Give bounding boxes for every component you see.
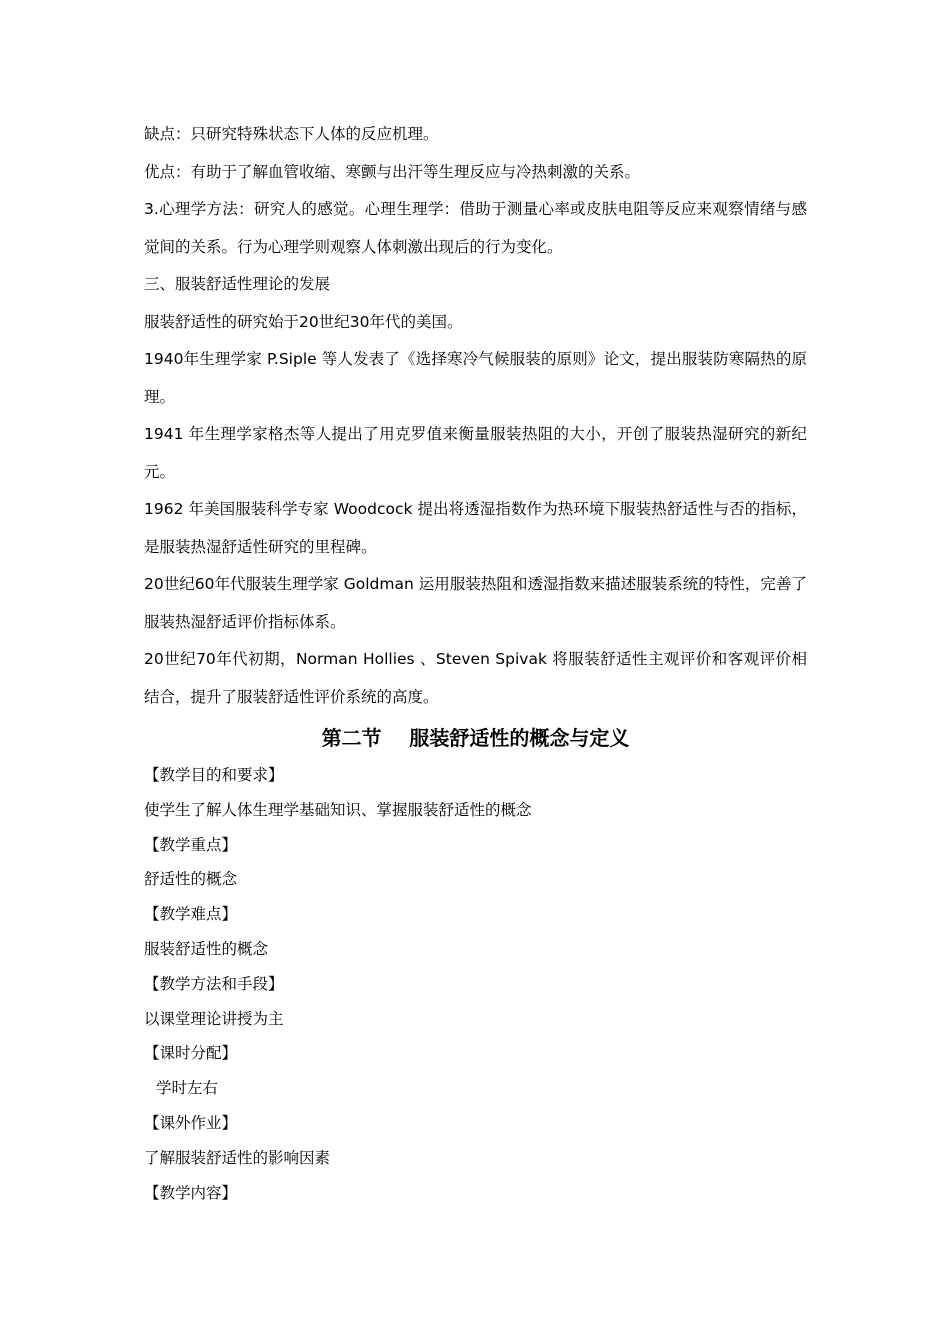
label-teaching-methods: 【教学方法和手段】 <box>144 974 284 993</box>
section-title: 第二节 服装舒适性的概念与定义 <box>321 726 630 750</box>
paragraph-origin: 服装舒适性的研究始于20世纪30年代的美国。 <box>144 312 463 331</box>
text-class-hours: 学时左右 <box>156 1079 219 1098</box>
paragraph-1940: 1940年生理学家 P.Siple 等人发表了《选择寒冷气候服装的原则》论文，提出服装防寒隔热的原理。 <box>144 350 807 406</box>
paragraph-psychology-method: 3.心理学方法：研究人的感觉。心理生理学：借助于测量心率或皮肤电阻等反应来观察情绪与感觉间的关系。行为心理学则观察人体刺激出现后的行为变化。 <box>144 200 807 256</box>
paragraph-disadvantage: 缺点：只研究特殊状态下人体的反应机理。 <box>144 125 439 143</box>
subsection-heading: 三、服装舒适性理论的发展 <box>144 275 331 293</box>
text-homework: 了解服装舒适性的影响因素 <box>144 1148 331 1167</box>
text-teaching-methods: 以课堂理论讲授为主 <box>144 1009 284 1028</box>
paragraph-1970s: 20世纪70年代初期，Norman Hollies 、Steven Spivak 将服装舒适性主观评价和客观评价相结合，提升了服装舒适性评价系统的高度。 <box>144 650 807 706</box>
text-difficulties: 服装舒适性的概念 <box>144 939 269 958</box>
label-key-points: 【教学重点】 <box>144 835 238 854</box>
label-class-hours: 【课时分配】 <box>144 1044 238 1063</box>
paragraph-1960s: 20世纪60年代服装生理学家 Goldman 运用服装热阻和透湿指数来描述服装系统的特性，完善了服装热湿舒适评价指标体系。 <box>144 575 807 631</box>
label-teaching-content: 【教学内容】 <box>144 1183 238 1202</box>
text-teaching-goals: 使学生了解人体生理学基础知识、掌握服装舒适性的概念 <box>144 800 532 819</box>
text-key-points: 舒适性的概念 <box>144 870 238 889</box>
label-difficulties: 【教学难点】 <box>144 905 238 924</box>
paragraph-advantage: 优点：有助于了解血管收缩、寒颤与出汗等生理反应与冷热刺激的关系。 <box>144 162 641 181</box>
paragraph-1941: 1941 年生理学家格杰等人提出了用克罗值来衡量服装热阻的大小，开创了服装热湿研究的新纪元。 <box>144 425 807 481</box>
paragraph-1962: 1962 年美国服装科学专家 Woodcock 提出将透湿指数作为热环境下服装热舒适性与否的指标，是服装热湿舒适性研究的里程碑。 <box>144 500 807 556</box>
label-teaching-goals: 【教学目的和要求】 <box>144 766 284 784</box>
label-homework: 【课外作业】 <box>144 1113 238 1132</box>
